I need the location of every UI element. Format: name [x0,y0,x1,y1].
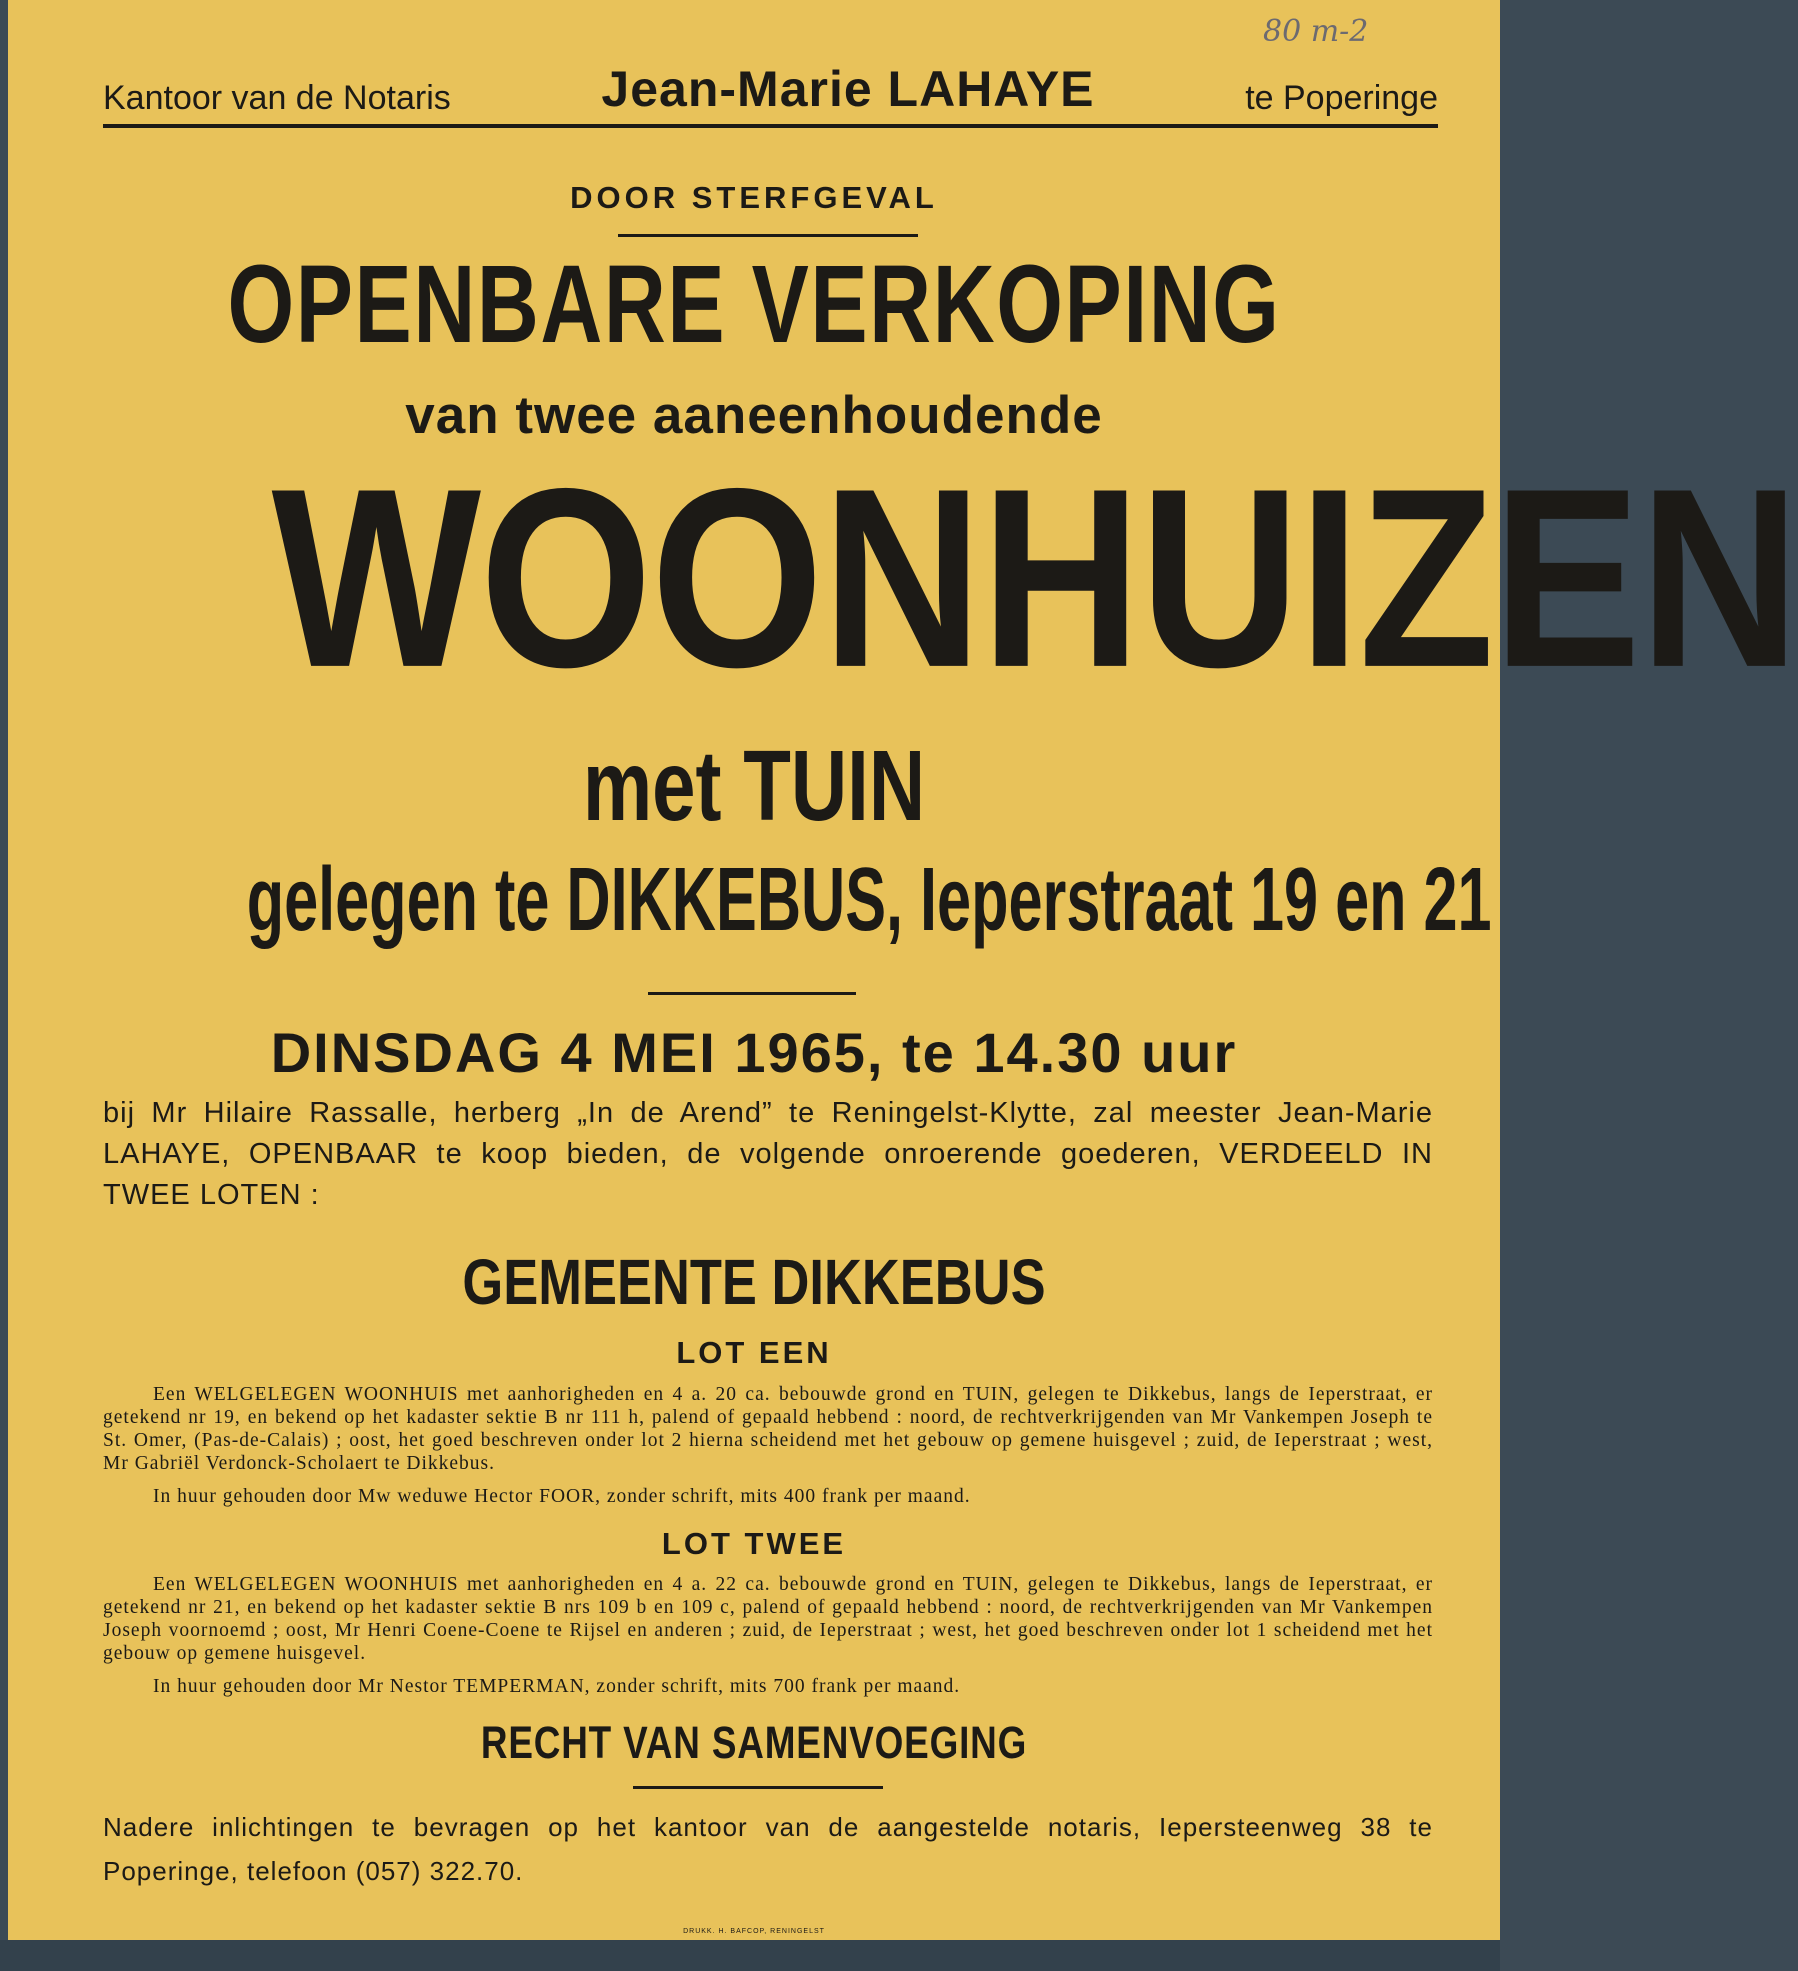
lot-2-rent: In huur gehouden door Mr Nestor TEMPERMAN, zonder schrift, mits 700 frank per maand. [153,1676,961,1697]
header-prefix: Kantoor van de Notaris [103,79,451,117]
printer-credit: DRUKK. H. BAFCOP, RENINGELST [683,1928,825,1935]
subtitle: DOOR STERFGEVAL [570,180,938,215]
footer-contact: Nadere inlichtingen te bevragen op het kantoor van de aangestelde notaris, Iepersteenweg 38 te Poperinge, telefoon (057) 322.70. [103,1812,1433,1886]
lot-2-description: Een WELGELEGEN WOONHUIS met aanhorigheden en 4 a. 22 ca. bebouwde grond en TUIN, gelegen te Dikkebus, langs de Ieperstraat, er getekend nr 21, en bekend op het kadaster sektie B nrs 109 b en 109 c, palend of gepaald hebbend : noord, de rechtverkrijgenden van Mr Vankempen Joseph voornoemd ; oost, Mr Henri Coene-Coene te Rijsel en anderen ; zuid, de Ieperstraat ; west, het goed beschreven onder lot 1 scheidend met het gebouw op gemene huisgevel. [103,1574,1433,1664]
gemeente-heading: GEMEENTE DIKKEBUS [462,1246,1046,1318]
intro-paragraph: bij Mr Hilaire Rassalle, herberg „In de Arend” te Reningelst-Klytte, zal meester Jean-Marie LAHAYE, OPENBAAR te koop bieden, de volgende onroerende goederen, VERDEELD IN TWEE LOTEN : [103,1097,1433,1211]
notary-header [103,58,1438,128]
header-suffix: te Poperinge [1245,79,1438,117]
notary-name: Jean-Marie LAHAYE [601,61,1095,117]
title-line-4: met TUIN [582,730,926,842]
title-line-2: van twee aaneenhoudende [405,386,1103,445]
divider-bottom [633,1786,883,1789]
lot-1-text [103,1383,1433,1508]
lot-1-rent: In huur gehouden door Mw weduwe Hector FOOR, zonder schrift, mits 400 frank per maand. [153,1486,971,1507]
recht-heading: RECHT VAN SAMENVOEGING [480,1717,1028,1768]
title-line-5: gelegen te DIKKEBUS, Ieperstraat 19 en 21 [246,850,1492,950]
title-line-3: WOONHUIZEN [271,434,1798,721]
lot-2-text [103,1573,1433,1698]
lot-1-title: LOT EEN [676,1335,832,1370]
divider-top [618,234,918,237]
pencil-annotation: 80 m-2 [1263,14,1369,49]
poster [8,0,1798,1940]
lot-2-title: LOT TWEE [661,1526,847,1561]
lot-1-description: Een WELGELEGEN WOONHUIS met aanhorigheden en 4 a. 20 ca. bebouwde grond en TUIN, gelegen te Dikkebus, langs de Ieperstraat, er getekend nr 19, en bekend op het kadaster sektie B nr 111 h, palend of gepaald hebbend : noord, de rechtverkrijgenden van Mr Vankempen Joseph te St. Omer, (Pas-de-Calais) ; oost, het goed beschreven onder lot 2 hierna scheidend met het gebouw op gemene huisgevel ; zuid, de Ieperstraat ; west, Mr Gabriël Verdonck-Scholaert te Dikkebus. [103,1384,1433,1474]
divider-middle [648,992,856,995]
sale-date: DINSDAG 4 MEI 1965, te 14.30 uur [270,1021,1238,1084]
backdrop-strip [0,1940,1500,1971]
title-line-1: OPENBARE VERKOPING [227,243,1281,366]
